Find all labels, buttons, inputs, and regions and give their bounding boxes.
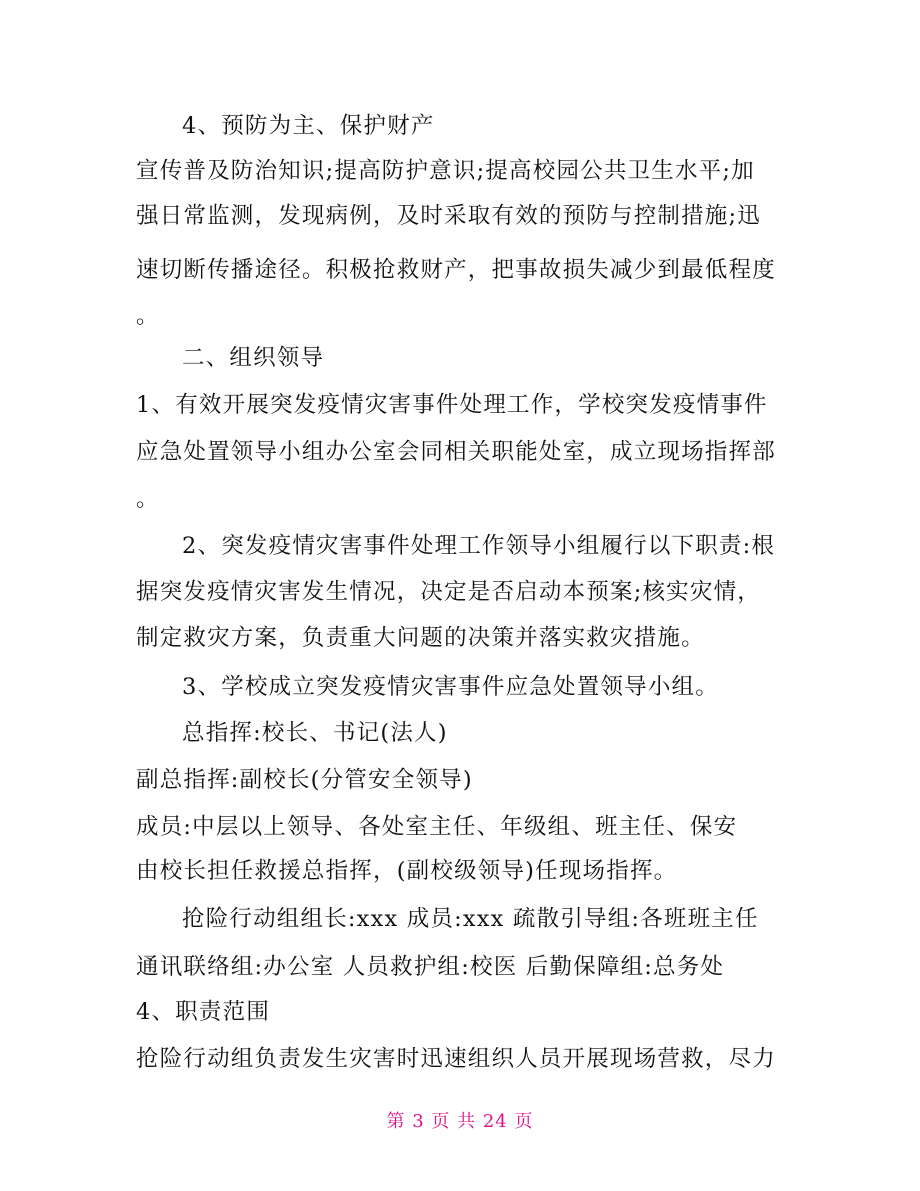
paragraph-line: 抢险行动组组长:xxx 成员:xxx 疏散引导组:各班班主任 [182,906,759,932]
paragraph-line: 2、突发疫情灾害事件处理工作领导小组履行以下职责:根 [182,533,776,559]
paragraph-line: 应急处置领导小组办公室会同相关职能处室，成立现场指挥部 [136,439,776,465]
paragraph-line: 3、学校成立突发疫情灾害事件应急处置领导小组。 [182,674,719,700]
paragraph-line: 抢险行动组负责发生灾害时迅速组织人员开展现场营救，尽力 [136,1046,776,1072]
paragraph-line: 成员:中层以上领导、各处室主任、年级组、班主任、保安 [136,814,738,840]
page-number: 第 3 页 共 24 页 [386,1111,534,1132]
paragraph-line: 通讯联络组:办公室 人员救护组:校医 后勤保障组:总务处 [136,954,725,980]
section-heading: 4、职责范围 [136,999,271,1025]
paragraph-line: 。 [136,303,160,329]
paragraph-line: 据突发疫情灾害发生情况，决定是否启动本预案;核实灾情， [136,579,761,605]
paragraph-line: 宣传普及防治知识;提高防护意识;提高校园公共卫生水平;加 [136,158,755,184]
paragraph-line: 总指挥:校长、书记(法人) [182,720,448,746]
paragraph-line: 1、有效开展突发疫情灾害事件处理工作，学校突发疫情事件 [136,392,768,418]
paragraph-line: 制定救灾方案，负责重大问题的决策并落实救灾措施。 [136,625,705,651]
paragraph-line: 速切断传播途径。积极抢救财产，把事故损失减少到最低程度 [136,257,776,283]
section-heading: 二、组织领导 [182,345,325,371]
paragraph-line: 强日常监测，发现病例，及时采取有效的预防与控制措施;迅 [136,203,761,229]
paragraph-line: 由校长担任救援总指挥，(副校级领导)任现场指挥。 [136,858,678,884]
paragraph-line: 。 [136,486,160,512]
paragraph-line: 副总指挥:副校长(分管安全领导) [136,767,473,793]
section-heading: 4、预防为主、保护财产 [182,113,435,139]
